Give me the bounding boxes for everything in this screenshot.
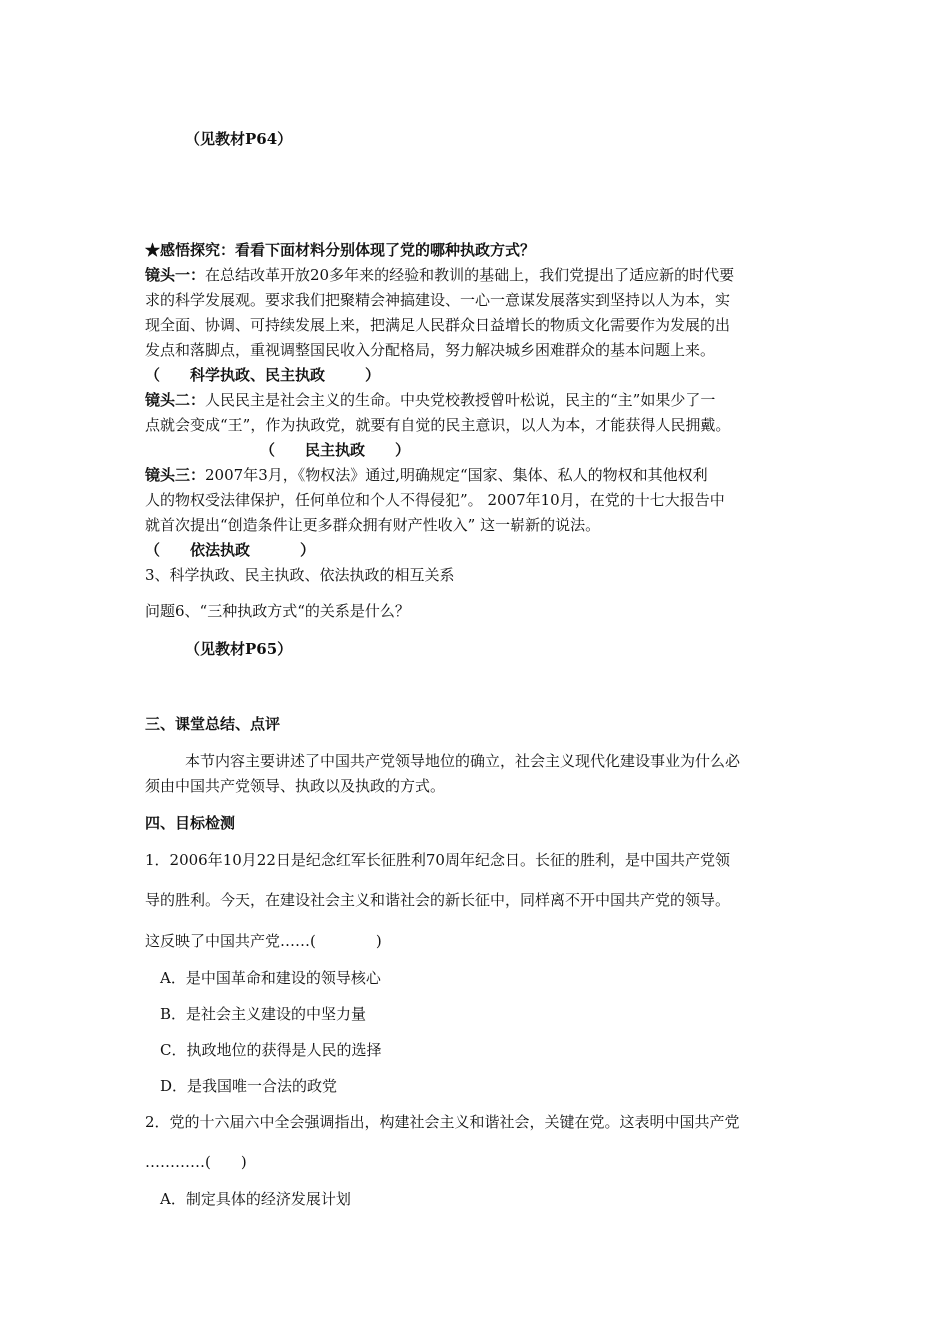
summary-text: 须由中国共产党领导、执政以及执政的方式。 xyxy=(145,777,446,795)
open-paren: （ xyxy=(145,366,161,384)
open-paren: （ xyxy=(260,441,276,459)
shot2-answer: 民主执政 xyxy=(305,441,366,459)
question-1-option: A．是中国革命和建设的领导核心 xyxy=(160,969,381,987)
shot1-answer: 科学执政、民主执政 xyxy=(190,366,326,384)
shot3-answer-line xyxy=(145,540,315,560)
question-1-option: D．是我国唯一合法的政党 xyxy=(160,1077,338,1095)
shot1-text: 在总结改革开放20多年来的经验和教训的基础上，我们党提出了适应新的时代要 xyxy=(205,266,735,284)
explore-title: ★感悟探究：看看下面材料分别体现了党的哪种执政方式？ xyxy=(145,241,536,259)
question-1-text: 1．2006年10月22日是纪念红军长征胜利70周年纪念日。长征的胜利，是中国共产党领 xyxy=(145,851,730,869)
shot2-line: 点就会变成“王”，作为执政党，就要有自觉的民主意识，以人为本，才能获得人民拥戴。 xyxy=(145,416,731,434)
shot3-line: 就首次提出“创造条件让更多群众拥有财产性收入” 这一崭新的说法。 xyxy=(145,516,601,534)
question-1-text: 这反映了中国共产党……( ) xyxy=(145,932,382,950)
close-paren: ） xyxy=(365,366,381,384)
test-heading: 四、目标检测 xyxy=(145,814,236,832)
shot1-line: 求的科学发展观。要求我们把聚精会神搞建设、一心一意谋发展落实到坚持以人为本，实 xyxy=(145,291,731,309)
close-paren: ） xyxy=(395,441,411,459)
shot1-answer-line xyxy=(145,365,380,385)
relation-heading: 3、科学执政、民主执政、依法执政的相互关系 xyxy=(145,566,455,584)
shot1-line: 发点和落脚点，重视调整国民收入分配格局，努力解决城乡困难群众的基本问题上来。 xyxy=(145,341,716,359)
shot2-text: 人民民主是社会主义的生命。中央党校教授曾叶松说，民主的“主”如果少了一 xyxy=(205,391,716,409)
question-1-option: C．执政地位的获得是人民的选择 xyxy=(160,1041,382,1059)
shot3-line xyxy=(145,465,708,485)
textbook-reference-p64: （见教材P64） xyxy=(185,130,293,148)
question-2-text: 2．党的十六届六中全会强调指出，构建社会主义和谐社会，关键在党。这表明中国共产党 xyxy=(145,1113,740,1131)
shot2-label: 镜头二： xyxy=(145,391,206,409)
shot1-line xyxy=(145,265,734,285)
question-6: 问题6、“三种执政方式“的关系是什么？ xyxy=(145,602,410,620)
shot1-line: 现全面、协调、可持续发展上来，把满足人民群众日益增长的物质文化需要作为发展的出 xyxy=(145,316,731,334)
shot3-line: 人的物权受法律保护，任何单位和个人不得侵犯”。 2007年10月，在党的十七大报告中 xyxy=(145,491,725,509)
shot1-label: 镜头一： xyxy=(145,266,206,284)
summary-heading: 三、课堂总结、点评 xyxy=(145,715,281,733)
close-paren: ） xyxy=(300,541,316,559)
summary-text: 本节内容主要讲述了中国共产党领导地位的确立，社会主义现代化建设事业为什么必 xyxy=(185,752,741,770)
question-2-text: …………( ) xyxy=(145,1153,247,1171)
question-2-option: A．制定具体的经济发展计划 xyxy=(160,1190,351,1208)
textbook-reference-p65: （见教材P65） xyxy=(185,640,293,658)
shot3-label: 镜头三： xyxy=(145,466,206,484)
open-paren: （ xyxy=(145,541,161,559)
shot3-text: 2007年3月，《物权法》通过,明确规定“国家、集体、私人的物权和其他权利 xyxy=(205,466,708,484)
shot2-answer-line xyxy=(260,440,410,460)
shot3-answer: 依法执政 xyxy=(190,541,251,559)
question-1-option: B．是社会主义建设的中坚力量 xyxy=(160,1005,367,1023)
question-1-text: 导的胜利。今天，在建设社会主义和谐社会的新长征中，同样离不开中国共产党的领导。 xyxy=(145,891,731,909)
shot2-line xyxy=(145,390,715,410)
